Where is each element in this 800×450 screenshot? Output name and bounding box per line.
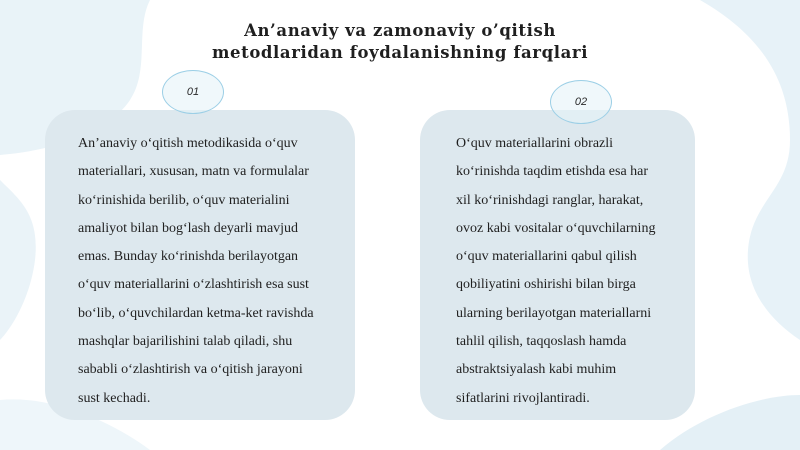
text-line: abstraktsiyalash kabi muhim <box>456 362 617 378</box>
left-paragraph <box>78 130 314 413</box>
text-line: qobiliyatini oshirishi bilan birga <box>456 277 636 293</box>
text-line: An’anaviy o‘qitish metodikasida o‘quv <box>78 136 298 151</box>
text-line: sust kechadi. <box>78 390 151 406</box>
text-line: ko‘rinishda taqdim etishda esa har <box>456 164 649 180</box>
text-line: ovoz kabi vositalar o‘quvchilarning <box>456 220 656 236</box>
text-line: O‘quv materiallarini obrazli <box>456 136 614 151</box>
text-line: sifatlarini rivojlantiradi. <box>456 390 590 406</box>
text-line: ularning berilayotgan materiallarni <box>456 305 652 321</box>
badge-01 <box>162 70 224 114</box>
text-line: ko‘rinishida berilib, o‘quv materialini <box>78 192 290 208</box>
text-line: sababli o‘zlashtirish va o‘qitish jarayoni <box>78 362 303 378</box>
left-wash <box>0 180 36 340</box>
text-line: materiallari, xususan, matn va formulalar <box>78 164 309 180</box>
badge-02 <box>550 80 612 124</box>
text-line: tahlil qilish, taqqoslash hamda <box>456 334 627 350</box>
text-line: amaliyot bilan bog‘lash deyarli mavjud <box>78 220 299 236</box>
text-line: bo‘lib, o‘quvchilardan ketma-ket ravishda <box>78 305 314 321</box>
badge-number: 01 <box>186 86 200 98</box>
title-line: An’anaviy va zamonaviy o’qitish <box>244 21 556 40</box>
badge-number: 02 <box>574 96 588 108</box>
right-wash <box>700 0 800 340</box>
text-line: xil ko‘rinishdagi ranglar, harakat, <box>456 192 644 208</box>
text-line: o‘quv materiallarini o‘zlashtirish esa sust <box>78 277 309 293</box>
text-line: o‘quv materiallarini qabul qilish <box>456 249 637 265</box>
right-paragraph <box>456 130 655 413</box>
title-line: metodlaridan foydalanishning farqlari <box>211 43 589 62</box>
text-line: emas. Bunday ko‘rinishda berilayotgan <box>78 249 299 265</box>
slide-title <box>200 20 600 64</box>
text-line: mashqlar bajarilishini talab qiladi, shu <box>78 334 293 350</box>
